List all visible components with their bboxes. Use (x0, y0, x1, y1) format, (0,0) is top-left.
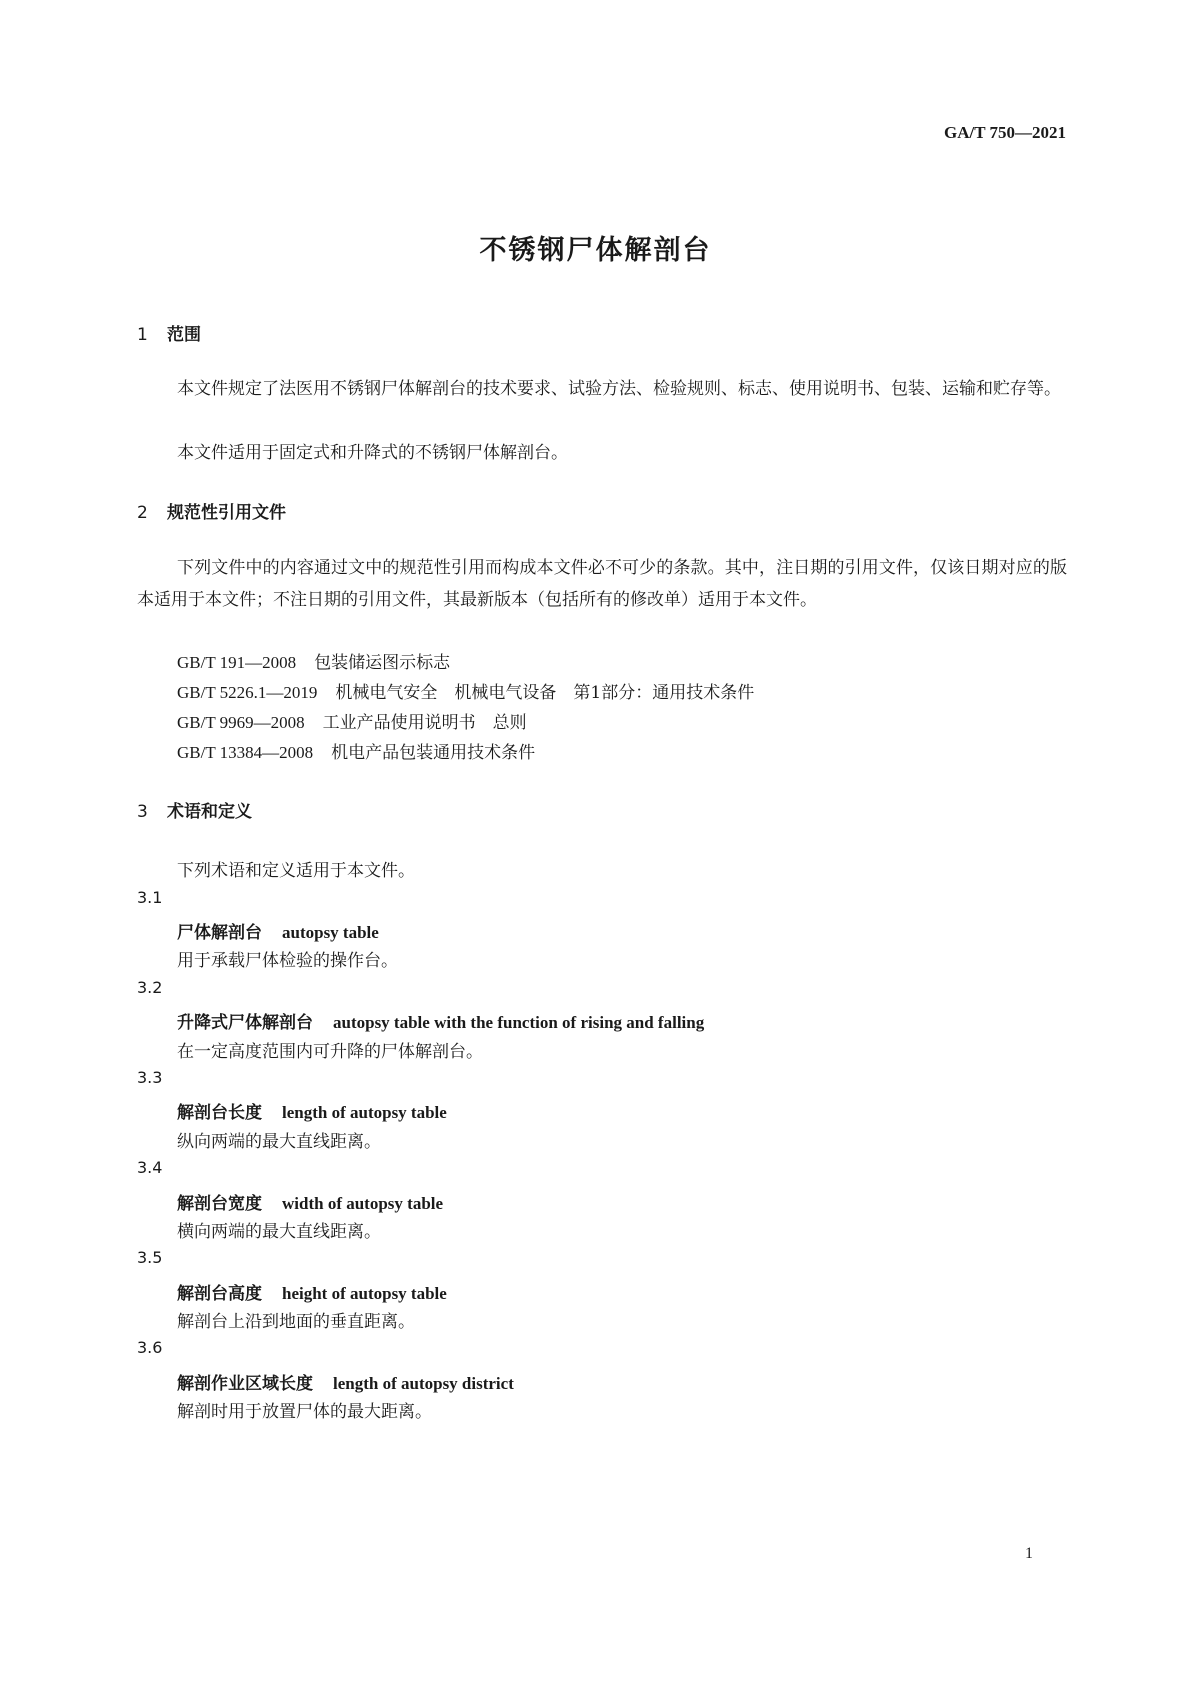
section-number: 3 (137, 802, 148, 822)
term-number: 3.4 (137, 1158, 163, 1177)
term-number: 3.1 (137, 888, 163, 907)
term-name (177, 1098, 447, 1123)
term-en: autopsy table (282, 923, 379, 942)
term-zh: 解剖台宽度 (177, 1194, 262, 1214)
term-name (177, 918, 379, 943)
term-definition: 在一定高度范围内可升降的尸体解剖台。 (177, 1042, 483, 1062)
reference-title: 机电产品包装通用技术条件 (331, 743, 536, 763)
term-en: height of autopsy table (282, 1284, 447, 1303)
term-name (177, 1369, 514, 1394)
term-definition: 用于承载尸体检验的操作台。 (177, 951, 398, 971)
reference-item (177, 678, 754, 703)
term-definition: 纵向两端的最大直线距离。 (177, 1132, 381, 1152)
term-name (177, 1189, 443, 1214)
reference-title: 机械电气安全 机械电气设备 第1部分：通用技术条件 (335, 683, 755, 703)
term-definition: 解剖时用于放置尸体的最大距离。 (177, 1402, 432, 1422)
term-number: 3.5 (137, 1248, 163, 1267)
standard-code: GA/T 750—2021 (943, 123, 1066, 142)
term-number: 3.3 (137, 1068, 163, 1087)
section-number: 2 (137, 503, 148, 523)
paragraph: 下列文件中的内容通过文中的规范性引用而构成本文件必不可少的条款。其中，注日期的引用文件，仅该日期对应的版本适用于本文件；不注日期的引用文件，其最新版本（包括所有的修改单）适用于本文件。 (137, 558, 1067, 610)
paragraph: 本文件适用于固定式和升降式的不锈钢尸体解剖台。 (177, 443, 568, 463)
page-number: 1 (1025, 1545, 1033, 1562)
term-number: 3.6 (137, 1338, 163, 1357)
reference-code: GB/T 191—2008 (177, 653, 297, 672)
reference-title: 包装储运图示标志 (314, 653, 451, 673)
term-name (177, 1279, 447, 1304)
section-title: 规范性引用文件 (167, 503, 286, 523)
term-zh: 解剖台高度 (177, 1284, 262, 1304)
reference-code: GB/T 13384—2008 (177, 743, 314, 762)
reference-code: GB/T 9969—2008 (177, 713, 305, 732)
paragraph: 本文件规定了法医用不锈钢尸体解剖台的技术要求、试验方法、检验规则、标志、使用说明书、包装、运输和贮存等。 (177, 379, 1061, 399)
section-title: 范围 (167, 325, 201, 345)
page-title: 不锈钢尸体解剖台 (479, 235, 712, 266)
reference-code: GB/T 5226.1—2019 (177, 683, 318, 702)
term-zh: 尸体解剖台 (177, 923, 262, 943)
term-en: length of autopsy table (282, 1103, 447, 1122)
term-en: width of autopsy table (282, 1194, 444, 1213)
reference-item (177, 738, 535, 763)
term-definition: 解剖台上沿到地面的垂直距离。 (177, 1312, 415, 1332)
term-en: autopsy table with the function of rising and falling (333, 1013, 705, 1032)
reference-title: 工业产品使用说明书 总则 (322, 713, 527, 733)
term-name (177, 1008, 704, 1033)
section-number: 1 (137, 325, 148, 345)
reference-item (177, 708, 527, 733)
section-title: 术语和定义 (167, 802, 252, 822)
term-number: 3.2 (137, 978, 163, 997)
paragraph: 下列术语和定义适用于本文件。 (177, 861, 415, 881)
term-zh: 升降式尸体解剖台 (177, 1013, 313, 1033)
section-heading-2 (137, 498, 286, 523)
term-definition: 横向两端的最大直线距离。 (177, 1222, 381, 1242)
section-heading-3 (137, 797, 252, 822)
section-heading-1 (137, 320, 201, 345)
term-zh: 解剖台长度 (177, 1103, 262, 1123)
term-zh: 解剖作业区域长度 (177, 1374, 313, 1394)
term-en: length of autopsy district (333, 1374, 514, 1393)
reference-item (177, 648, 450, 673)
